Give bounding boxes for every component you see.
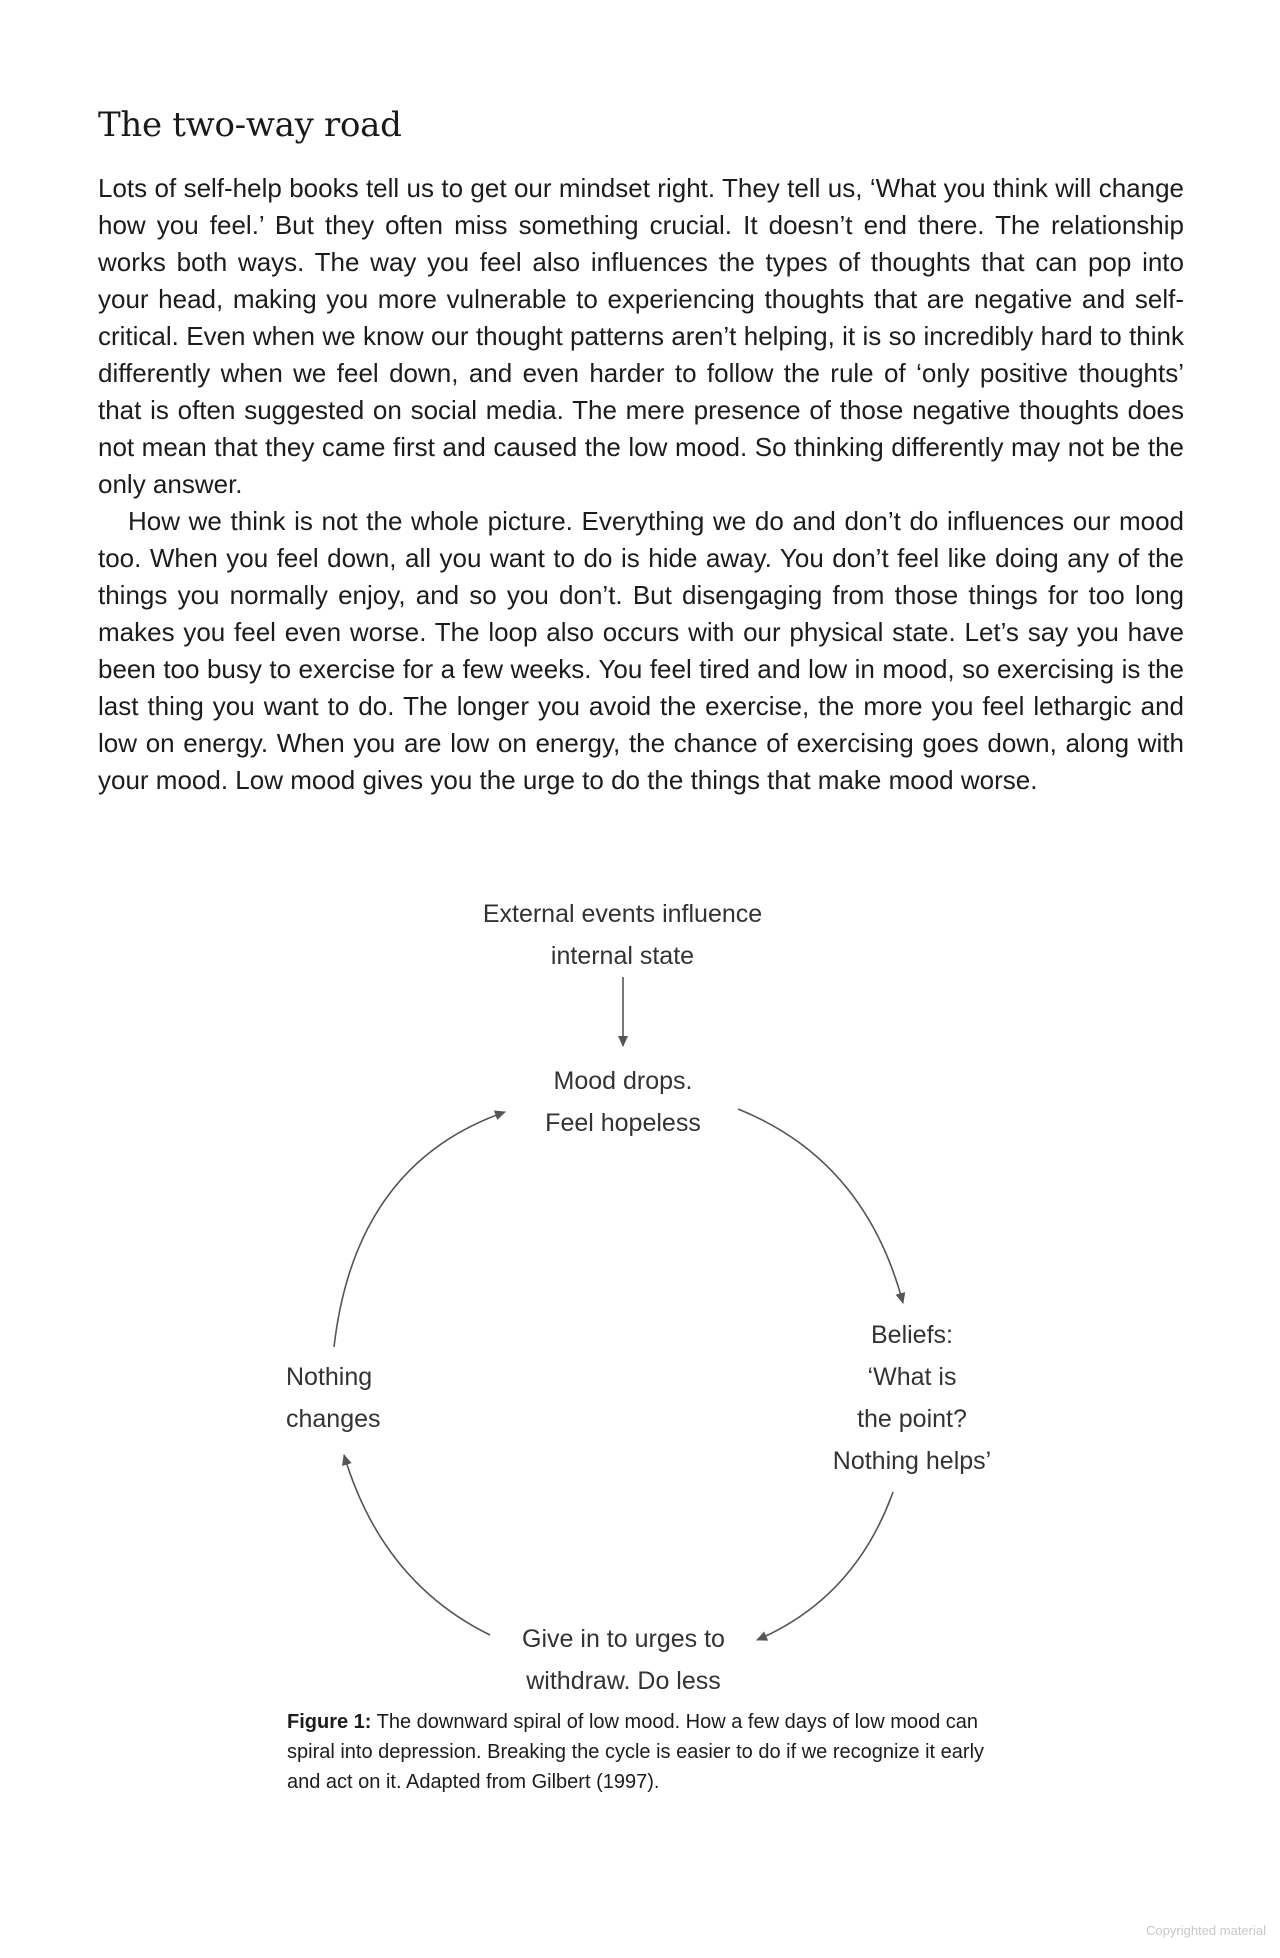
node-beliefs: Beliefs: ‘What is the point? Nothing helps’ <box>832 1321 992 1475</box>
body-text <box>98 170 1184 799</box>
arrow-nothing-to-mood <box>334 1112 505 1347</box>
paragraph-2: How we think is not the whole picture. Everything we do and don’t do influences our mood too. When you feel down, all you want to do is hide away. You don’t feel like doing any of the things you normally enjoy, and so you don’t. But disengaging from those things for too long makes you feel even worse. The loop also occurs with our physical state. Let’s say you have been too busy to exercise for a few weeks. You feel tired and low in mood, so exercising is the last thing you want to do. The longer you avoid the exercise, the more you feel lethargic and low on energy. When you are low on energy, the chance of exercising goes down, along with your mood. Low mood gives you the urge to do the things that make mood worse. <box>98 506 1184 795</box>
node-external-events: External events influence internal state <box>482 900 763 970</box>
paragraph-1: Lots of self-help books tell us to get our mindset right. They tell us, ‘What you think will change how you feel.’ But they often miss something crucial. It doesn’t end there. The relationship works both ways. The way you feel also influences the types of thoughts that can pop into your head, making you more vulnerable to experiencing thoughts that are negative and self-critical. Even when we know our thought patterns aren’t helping, it is so incredibly hard to think differently when we feel down, and even harder to follow the rule of ‘only positive thoughts’ that is often suggested on social media. The mere presence of those negative thoughts does not mean that they came first and caused the low mood. So thinking differently may not be the only answer. <box>98 173 1184 499</box>
node-nothing-changes: Nothing changes <box>286 1363 381 1433</box>
caption-label: Figure 1: <box>287 1711 372 1733</box>
arrow-withdraw-to-nothing <box>344 1455 490 1635</box>
node-mood-drops: Mood drops. Feel hopeless <box>545 1067 701 1137</box>
arrow-mood-to-beliefs <box>738 1109 903 1303</box>
figure-caption <box>287 1707 1007 1797</box>
node-withdraw: Give in to urges to withdraw. Do less <box>522 1625 725 1695</box>
arrow-beliefs-to-withdraw <box>757 1492 893 1640</box>
caption-text: The downward spiral of low mood. How a few days of low mood can spiral into depression. Breaking the cycle is easier to do if we recognize it early and act on it. Adapted from Gilbert (1997). <box>287 1711 985 1793</box>
copyright-watermark: Copyrighted material <box>1146 1923 1266 1938</box>
section-heading: The two-way road <box>98 105 402 145</box>
